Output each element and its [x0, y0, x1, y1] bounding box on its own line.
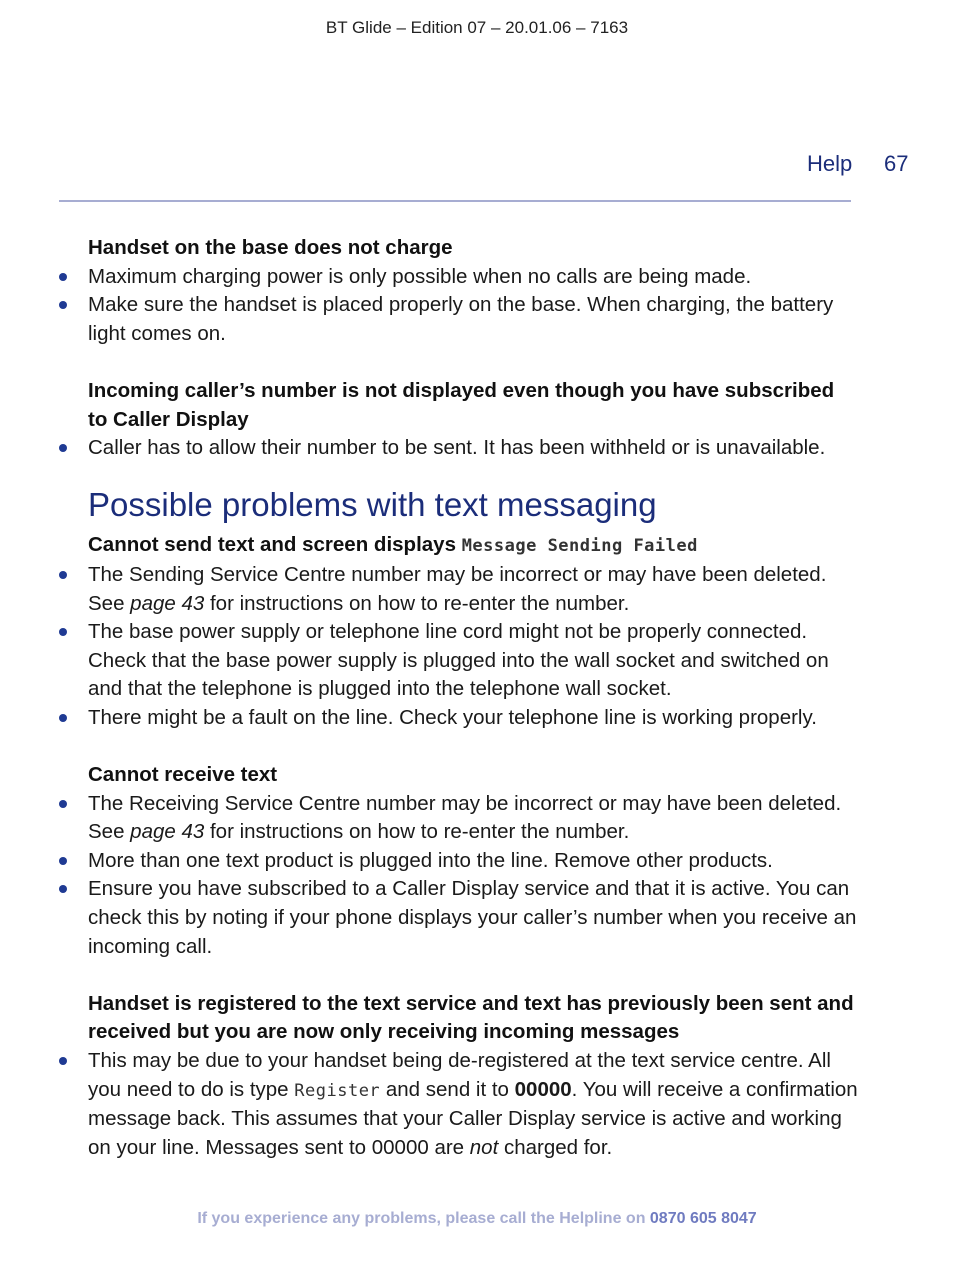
bullet-list — [88, 434, 858, 463]
page-reference: page 43 — [130, 591, 205, 615]
caller-display-block — [88, 377, 858, 463]
bullet-icon — [59, 301, 67, 309]
list-item: Caller has to allow their number to be sent. It has been withheld or is unavailable. — [88, 434, 858, 463]
page-number: 67 — [884, 151, 909, 176]
list-item: There might be a fault on the line. Check your telephone line is working properly. — [88, 704, 858, 733]
list-item: The Sending Service Centre number may be incorrect or may have been deleted. See page 43 for instructions on how to re-enter the number. — [88, 561, 858, 618]
bullet-icon — [59, 628, 67, 636]
bullet-icon — [59, 444, 67, 452]
bullet-list — [88, 1047, 858, 1162]
bullet-icon — [59, 800, 67, 808]
block-heading: Cannot send text and screen displays Message Sending Failed — [88, 533, 698, 557]
bullet-list — [88, 263, 858, 349]
header-rule — [59, 200, 851, 202]
bullet-icon — [59, 885, 67, 893]
lcd-display-text: Message Sending Failed — [461, 536, 698, 557]
bullet-icon — [59, 571, 67, 579]
page-reference: page 43 — [130, 820, 205, 844]
list-item: Ensure you have subscribed to a Caller Display service and that it is active. You can check this by noting if your phone displays your caller’s number when you receive an incoming call. — [88, 875, 858, 961]
block-heading: Cannot receive text — [88, 763, 278, 787]
helpline-number: 0870 605 8047 — [649, 1210, 757, 1227]
bullet-icon — [59, 273, 67, 281]
charge-problem-block — [88, 234, 858, 348]
lcd-code-text: Register — [294, 1080, 381, 1101]
bullet-icon — [59, 714, 67, 722]
send-failed-block — [88, 531, 858, 732]
service-number: 00000 — [514, 1077, 572, 1101]
bullet-list — [88, 561, 858, 733]
header-doc-info: BT Glide – Edition 07 – 20.01.06 – 7163 — [325, 18, 629, 37]
bullet-list — [88, 790, 858, 962]
section-title: Possible problems with text messaging — [88, 486, 657, 524]
list-item: The Receiving Service Centre number may be incorrect or may have been deleted. See page 43 for instructions on how to re-enter the number. — [88, 790, 858, 847]
list-item: The base power supply or telephone line cord might not be properly connected. Check that the base power supply is plugged into the wall socket and switched on and that the telephone is plugged into the telephone wall socket. — [88, 618, 858, 704]
block-heading: Incoming caller’s number is not displayed even though you have subscribed to Caller Display — [88, 378, 835, 431]
list-item: Make sure the handset is placed properly on the base. When charging, the battery light comes on. — [88, 291, 858, 348]
cannot-receive-block — [88, 761, 858, 961]
footer-helpline: If you experience any problems, please call the Helpline on 0870 605 8047 — [197, 1210, 757, 1227]
registered-block — [88, 990, 858, 1163]
bullet-icon — [59, 857, 67, 865]
block-heading: Handset is registered to the text service and text has previously been sent and received but you are now only receiving incoming messages — [88, 991, 854, 1044]
page-content — [88, 234, 858, 1191]
list-item: Maximum charging power is only possible when no calls are being made. — [88, 263, 858, 292]
list-item: More than one text product is plugged into the line. Remove other products. — [88, 847, 858, 876]
section-label: Help — [807, 151, 853, 176]
bullet-icon — [59, 1057, 67, 1065]
block-heading: Handset on the base does not charge — [88, 236, 453, 259]
emphasis-text: not — [469, 1135, 499, 1159]
list-item: This may be due to your handset being de-registered at the text service centre. All you need to do is type Register and send it to 00000. You will receive a confirmation message back. This assumes that your Caller Display service is active and working on your line. Messages sent to 00000 are not charged for. — [88, 1047, 858, 1162]
